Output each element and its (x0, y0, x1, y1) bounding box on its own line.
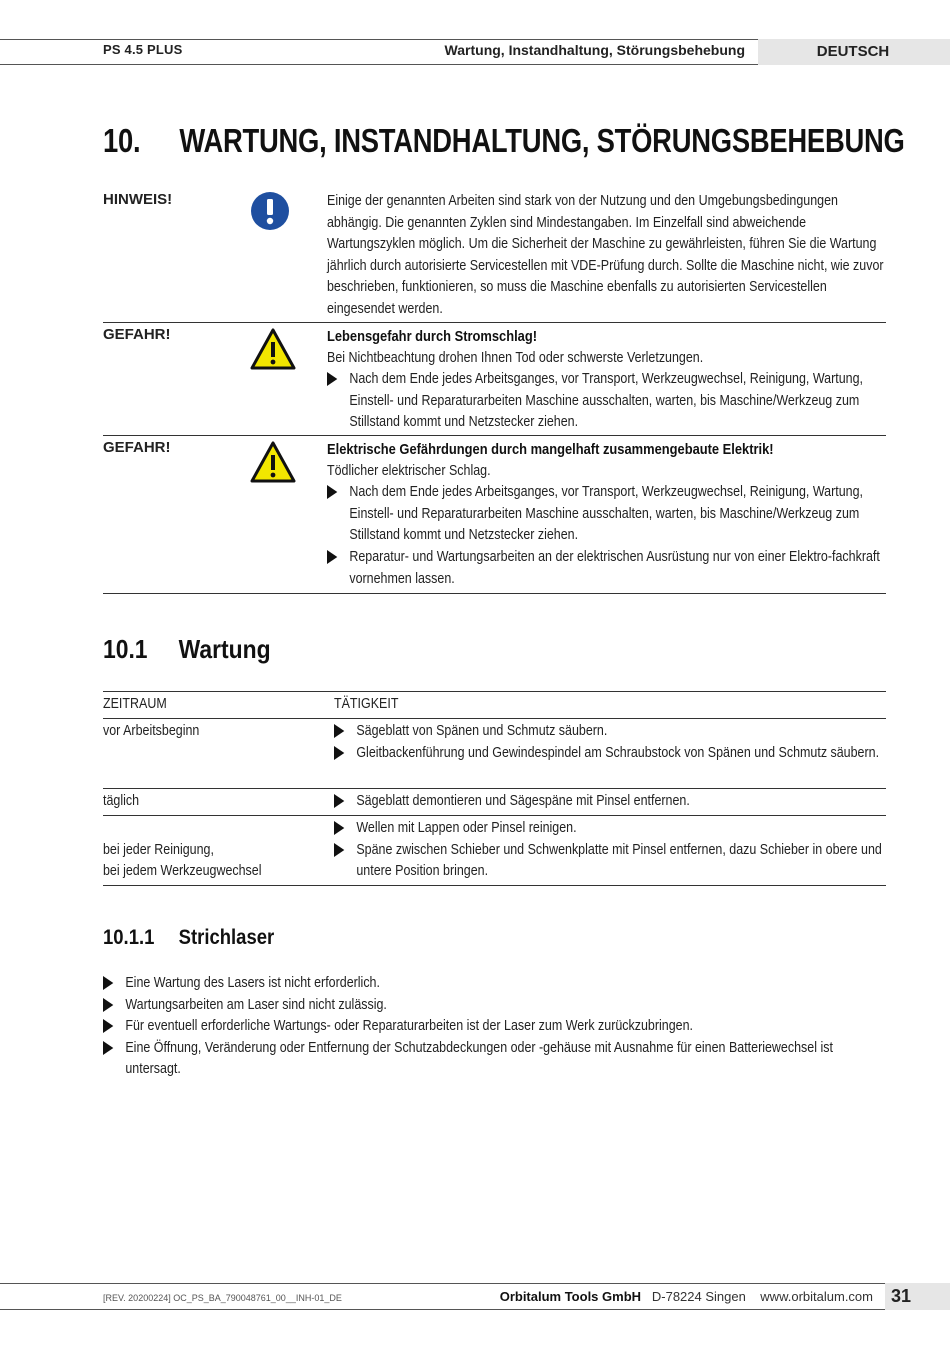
table-rule (103, 815, 886, 816)
section-number: 10.1 (103, 634, 148, 664)
header-language-label: DEUTSCH (816, 43, 890, 60)
list-item (334, 721, 885, 743)
notice-body: Tödlicher elektrischer Schlag. (327, 462, 491, 479)
list-item-text: Reparatur- und Wartungsarbeiten an der elektrischen Ausrüstung nur von einer Elektro-fachkraft vornehmen lassen. (349, 548, 880, 587)
list-item-text: Nach dem Ende jedes Arbeitsganges, vor Transport, Werkzeugwechsel, Reinigung, Wartung, Einstell- und Reparaturarbeiten Maschine ausschalten, warten, bis Maschine/Werkzeug zum Stillstand kommt und Netzstecker ziehen. (349, 484, 863, 544)
list-item (327, 482, 886, 547)
list-item-text: Wellen mit Lappen oder Pinsel reinigen. (356, 820, 577, 836)
list-item-text: Nach dem Ende jedes Arbeitsganges, vor Transport, Werkzeugwechsel, Reinigung, Wartung, Einstell- und Reparaturarbeiten Maschine ausschalten, warten, bis Maschine/Werkzeug zum Stillstand kommt und Netzstecker ziehen. (349, 371, 863, 431)
table-header-taetigkeit: TÄTIGKEIT (334, 696, 399, 712)
section-title: Wartung (178, 634, 271, 664)
table-cell-period: vor Arbeitsbeginn (103, 723, 200, 739)
notice-label: GEFAHR! (103, 326, 171, 343)
list-item-text: Wartungsarbeiten am Laser sind nicht zulässig. (125, 996, 387, 1013)
header-section-title: Wartung, Instandhaltung, Störungsbehebung (444, 42, 745, 58)
section-heading-10-1 (103, 634, 271, 665)
notice-text-block (327, 326, 887, 434)
notice-divider (103, 322, 886, 323)
bullet-arrow-icon (334, 746, 344, 760)
bullet-arrow-icon (327, 372, 337, 386)
bullet-arrow-icon (334, 724, 344, 738)
bullet-arrow-icon (103, 1041, 113, 1055)
table-header-zeitraum: ZEITRAUM (103, 696, 167, 712)
warning-icon (250, 328, 294, 372)
table-row (103, 721, 328, 743)
list-item (103, 973, 886, 995)
header-product: PS 4.5 PLUS (103, 42, 183, 57)
footer-rule-top (0, 1283, 885, 1284)
section-number: 10.1.1 (103, 926, 155, 949)
notice-text-block (327, 191, 887, 321)
notice-heading: Lebensgefahr durch Stromschlag! (327, 328, 538, 345)
bullet-arrow-icon (334, 794, 344, 808)
notice-divider (103, 593, 886, 594)
table-cell-period: täglich (103, 793, 140, 809)
notice-heading: Elektrische Gefährdungen durch mangelhaft zusammengebaute Elektrik! (327, 441, 774, 458)
table-row (103, 791, 328, 813)
page-title-text: WARTUNG, INSTANDHALTUNG, STÖRUNGSBEHEBUNG (179, 122, 905, 159)
list-item-text: Gleitbackenführung und Gewindespindel am Schraubstock von Spänen und Schmutz säubern. (356, 744, 880, 761)
table-rule (103, 691, 886, 692)
bullet-arrow-icon (103, 976, 113, 990)
notice-text-block (327, 439, 887, 590)
footer-website[interactable]: www.orbitalum.com (760, 1289, 873, 1304)
bullet-arrow-icon (103, 1019, 113, 1033)
header-rule-bottom (0, 64, 758, 65)
table-cell-tasks (334, 791, 886, 813)
page-title (103, 122, 905, 160)
list-item-text: Sägeblatt von Spänen und Schmutz säubern. (356, 723, 608, 739)
table-cell-tasks (334, 721, 886, 764)
notice-divider (103, 435, 886, 436)
section-heading-10-1-1 (103, 926, 274, 950)
footer-company-info (500, 1289, 873, 1304)
list-item (103, 1038, 886, 1081)
page-title-number: 10. (103, 122, 141, 159)
bullet-arrow-icon (334, 821, 344, 835)
footer-address: D-78224 Singen (651, 1289, 746, 1304)
notice-body: Einige der genannten Arbeiten sind stark von der Nutzung und den Umgebungsbedingungen abhängig. Die genannten Zyklen sind Mindestangaben. Im Einzelfall sind abweichende Wartungszyklen möglich. Um die Sicherheit der Maschine zu gewährleisten, führen Sie die Wartung jährlich durch autorisierte Servicestellen mit VDE-Prüfung durch. Sollte die Maschine nicht, wie zuvor beschrieben, funktionieren, so muss die Maschine ebenfalls zu autorisierten Servicestellen eingesendet werden. (327, 193, 884, 317)
notice-label: HINWEIS! (103, 191, 173, 208)
list-item-text: Sägeblatt demontieren und Sägespäne mit Pinsel entfernen. (356, 793, 690, 809)
table-cell-tasks (334, 818, 886, 883)
footer-rule-bottom (0, 1309, 885, 1310)
table-rule (103, 885, 886, 886)
page-number: 31 (885, 1283, 950, 1310)
notice-label: GEFAHR! (103, 439, 171, 456)
table-rule (103, 718, 886, 719)
footer-revision: [REV. 20200224] OC_PS_BA_790048761_00__INH-01_DE (103, 1293, 342, 1303)
list-item-text: Für eventuell erforderliche Wartungs- oder Reparaturarbeiten ist der Laser zum Werk zurückzubringen. (125, 1018, 694, 1035)
bullet-arrow-icon (327, 550, 337, 564)
list-item (334, 743, 885, 765)
list-item (327, 547, 886, 590)
notice-body: Bei Nichtbeachtung drohen Ihnen Tod oder schwerste Verletzungen. (327, 349, 704, 366)
bullet-arrow-icon (327, 485, 337, 499)
bullet-arrow-icon (334, 843, 344, 857)
info-icon (250, 191, 294, 235)
table-rule (103, 788, 886, 789)
list-item-text: Eine Öffnung, Veränderung oder Entfernung der Schutzabdeckungen oder -gehäuse mit Ausnahme für einen Batteriewechsel ist untersagt. (125, 1039, 833, 1078)
header-rule-top (0, 39, 758, 40)
header-language (758, 39, 950, 65)
list-item (103, 1016, 886, 1038)
list-item (334, 840, 885, 883)
laser-list (103, 973, 888, 1081)
list-item (103, 995, 886, 1017)
list-item (327, 369, 886, 434)
list-item-text: Eine Wartung des Lasers ist nicht erforderlich. (125, 975, 380, 991)
list-item-text: Späne zwischen Schieber und Schwenkplatte mit Pinsel entfernen, dazu Schieber in obere und untere Position bringen. (356, 841, 882, 880)
bullet-arrow-icon (103, 998, 113, 1012)
footer-company: Orbitalum Tools GmbH (499, 1289, 642, 1304)
list-item (334, 818, 885, 840)
section-title: Strichlaser (178, 926, 275, 949)
table-cell-period: bei jeder Reinigung, bei jedem Werkzeugwechsel (103, 841, 262, 880)
warning-icon (250, 441, 294, 485)
table-row (103, 818, 328, 904)
list-item (334, 791, 885, 813)
